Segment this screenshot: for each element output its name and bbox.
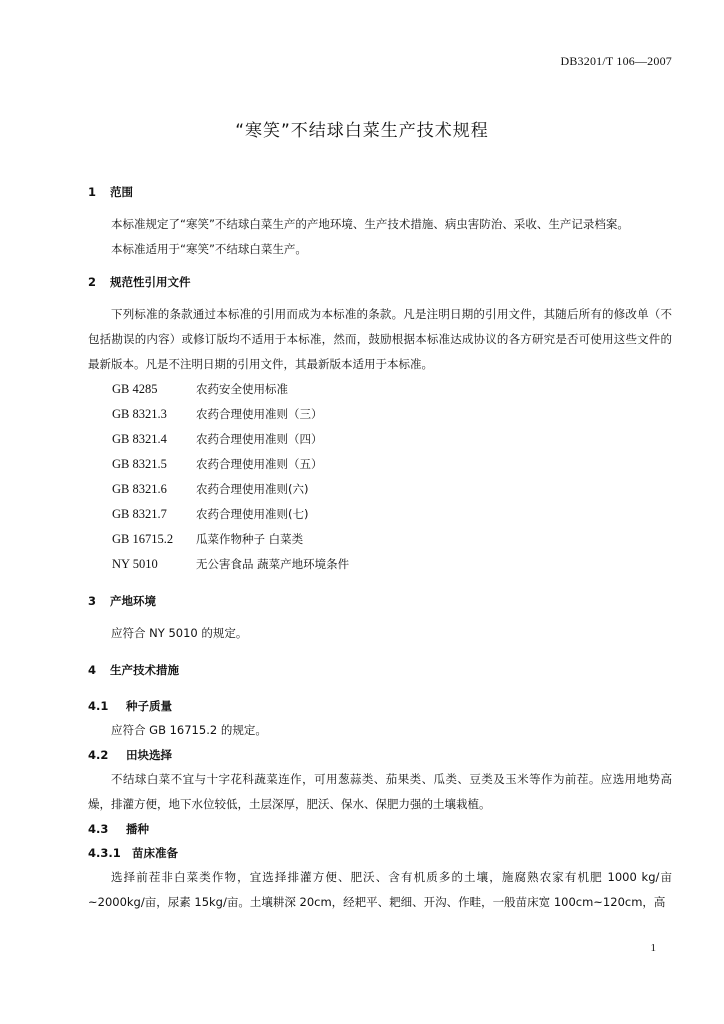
reference-list (88, 377, 672, 577)
section-heading-1 (88, 180, 672, 204)
reference-code: NY 5010 (112, 557, 158, 571)
reference-item (88, 402, 672, 427)
standard-code: DB3201/T 106—2007 (560, 54, 672, 68)
section-title: 生产技术措施 (110, 663, 180, 677)
subsection-heading-4-3-1 (88, 841, 672, 865)
reference-name: 无公害食品 蔬菜产地环境条件 (196, 557, 350, 571)
reference-name: 农药合理使用准则（三） (196, 407, 323, 421)
subsection-heading-4-3 (88, 817, 672, 841)
section-number: 4.1 (88, 699, 109, 713)
document-body (88, 180, 672, 915)
reference-name: 农药合理使用准则(七) (196, 507, 309, 521)
section-number: 4.2 (88, 748, 109, 762)
paragraph: 应符合 NY 5010 的规定。 (111, 626, 248, 640)
reference-item (88, 452, 672, 477)
paragraph: 应符合 GB 16715.2 的规定。 (111, 723, 267, 737)
section-heading-3 (88, 589, 672, 613)
reference-item (88, 552, 672, 577)
reference-name: 农药合理使用准则(六) (196, 482, 309, 496)
section-heading-4 (88, 658, 672, 682)
paragraph: 本标准适用于“寒笑”不结球白菜生产。 (111, 242, 307, 256)
section-number: 2 (88, 275, 97, 289)
paragraph: 下列标准的条款通过本标准的引用而成为本标准的条款。凡是注明日期的引用文件，其随后所有的修改单（不包括勘误的内容）或修订版均不适用于本标准，然而，鼓励根据本标准达成协议的各方研究是否可使用这些文件的最新版本。凡是不注明日期的引用文件，其最新版本适用于本标准。 (88, 307, 672, 371)
reference-item (88, 527, 672, 552)
paragraph: 不结球白菜不宜与十字花科蔬菜连作，可用葱蒜类、茄果类、瓜类、豆类及玉米等作为前茬。应选用地势高燥，排灌方便，地下水位较低，土层深厚，肥沃、保水、保肥力强的土壤栽植。 (88, 772, 672, 811)
reference-code: GB 8321.3 (112, 407, 167, 421)
paragraph: 选择前茬非白菜类作物，宜选择排灌方便、肥沃、含有机质多的土壤，施腐熟农家有机肥 1000 kg/亩~2000kg/亩，尿素 15kg/亩。土壤耕深 20cm，经耙平、耙细、开沟、作畦，一般苗床宽 100cm~120cm，高 (88, 870, 672, 909)
section-title: 田块选择 (126, 748, 173, 762)
reference-name: 农药合理使用准则（四） (196, 432, 323, 446)
subsection-heading-4-2 (88, 743, 672, 767)
reference-name: 农药安全使用标准 (196, 382, 288, 396)
section-number: 4.3 (88, 822, 109, 836)
paragraph: 本标准规定了“寒笑”不结球白菜生产的产地环境、生产技术措施、病虫害防治、采收、生产记录档案。 (111, 217, 629, 231)
section-number: 3 (88, 594, 97, 608)
section-number: 1 (88, 185, 97, 199)
document-title: “寒笑”不结球白菜生产技术规程 (235, 121, 489, 141)
section-title: 苗床准备 (132, 846, 179, 860)
reference-code: GB 8321.5 (112, 457, 167, 471)
reference-code: GB 8321.7 (112, 507, 167, 521)
section-number: 4.3.1 (88, 846, 121, 860)
reference-item (88, 377, 672, 402)
reference-code: GB 4285 (112, 382, 158, 396)
reference-code: GB 16715.2 (112, 532, 174, 546)
section-heading-2 (88, 270, 672, 294)
section-title: 播种 (126, 822, 150, 836)
reference-item (88, 427, 672, 452)
reference-item (88, 502, 672, 527)
reference-name: 农药合理使用准则（五） (196, 457, 323, 471)
reference-code: GB 8321.6 (112, 482, 167, 496)
section-title: 规范性引用文件 (110, 275, 191, 289)
page-number: 1 (650, 942, 656, 954)
section-title: 产地环境 (110, 594, 157, 608)
section-title: 种子质量 (126, 699, 173, 713)
subsection-heading-4-1 (88, 694, 672, 718)
section-title: 范围 (110, 185, 134, 199)
reference-item (88, 477, 672, 502)
section-number: 4 (88, 663, 97, 677)
reference-name: 瓜菜作物种子 白菜类 (196, 532, 304, 546)
reference-code: GB 8321.4 (112, 432, 167, 446)
